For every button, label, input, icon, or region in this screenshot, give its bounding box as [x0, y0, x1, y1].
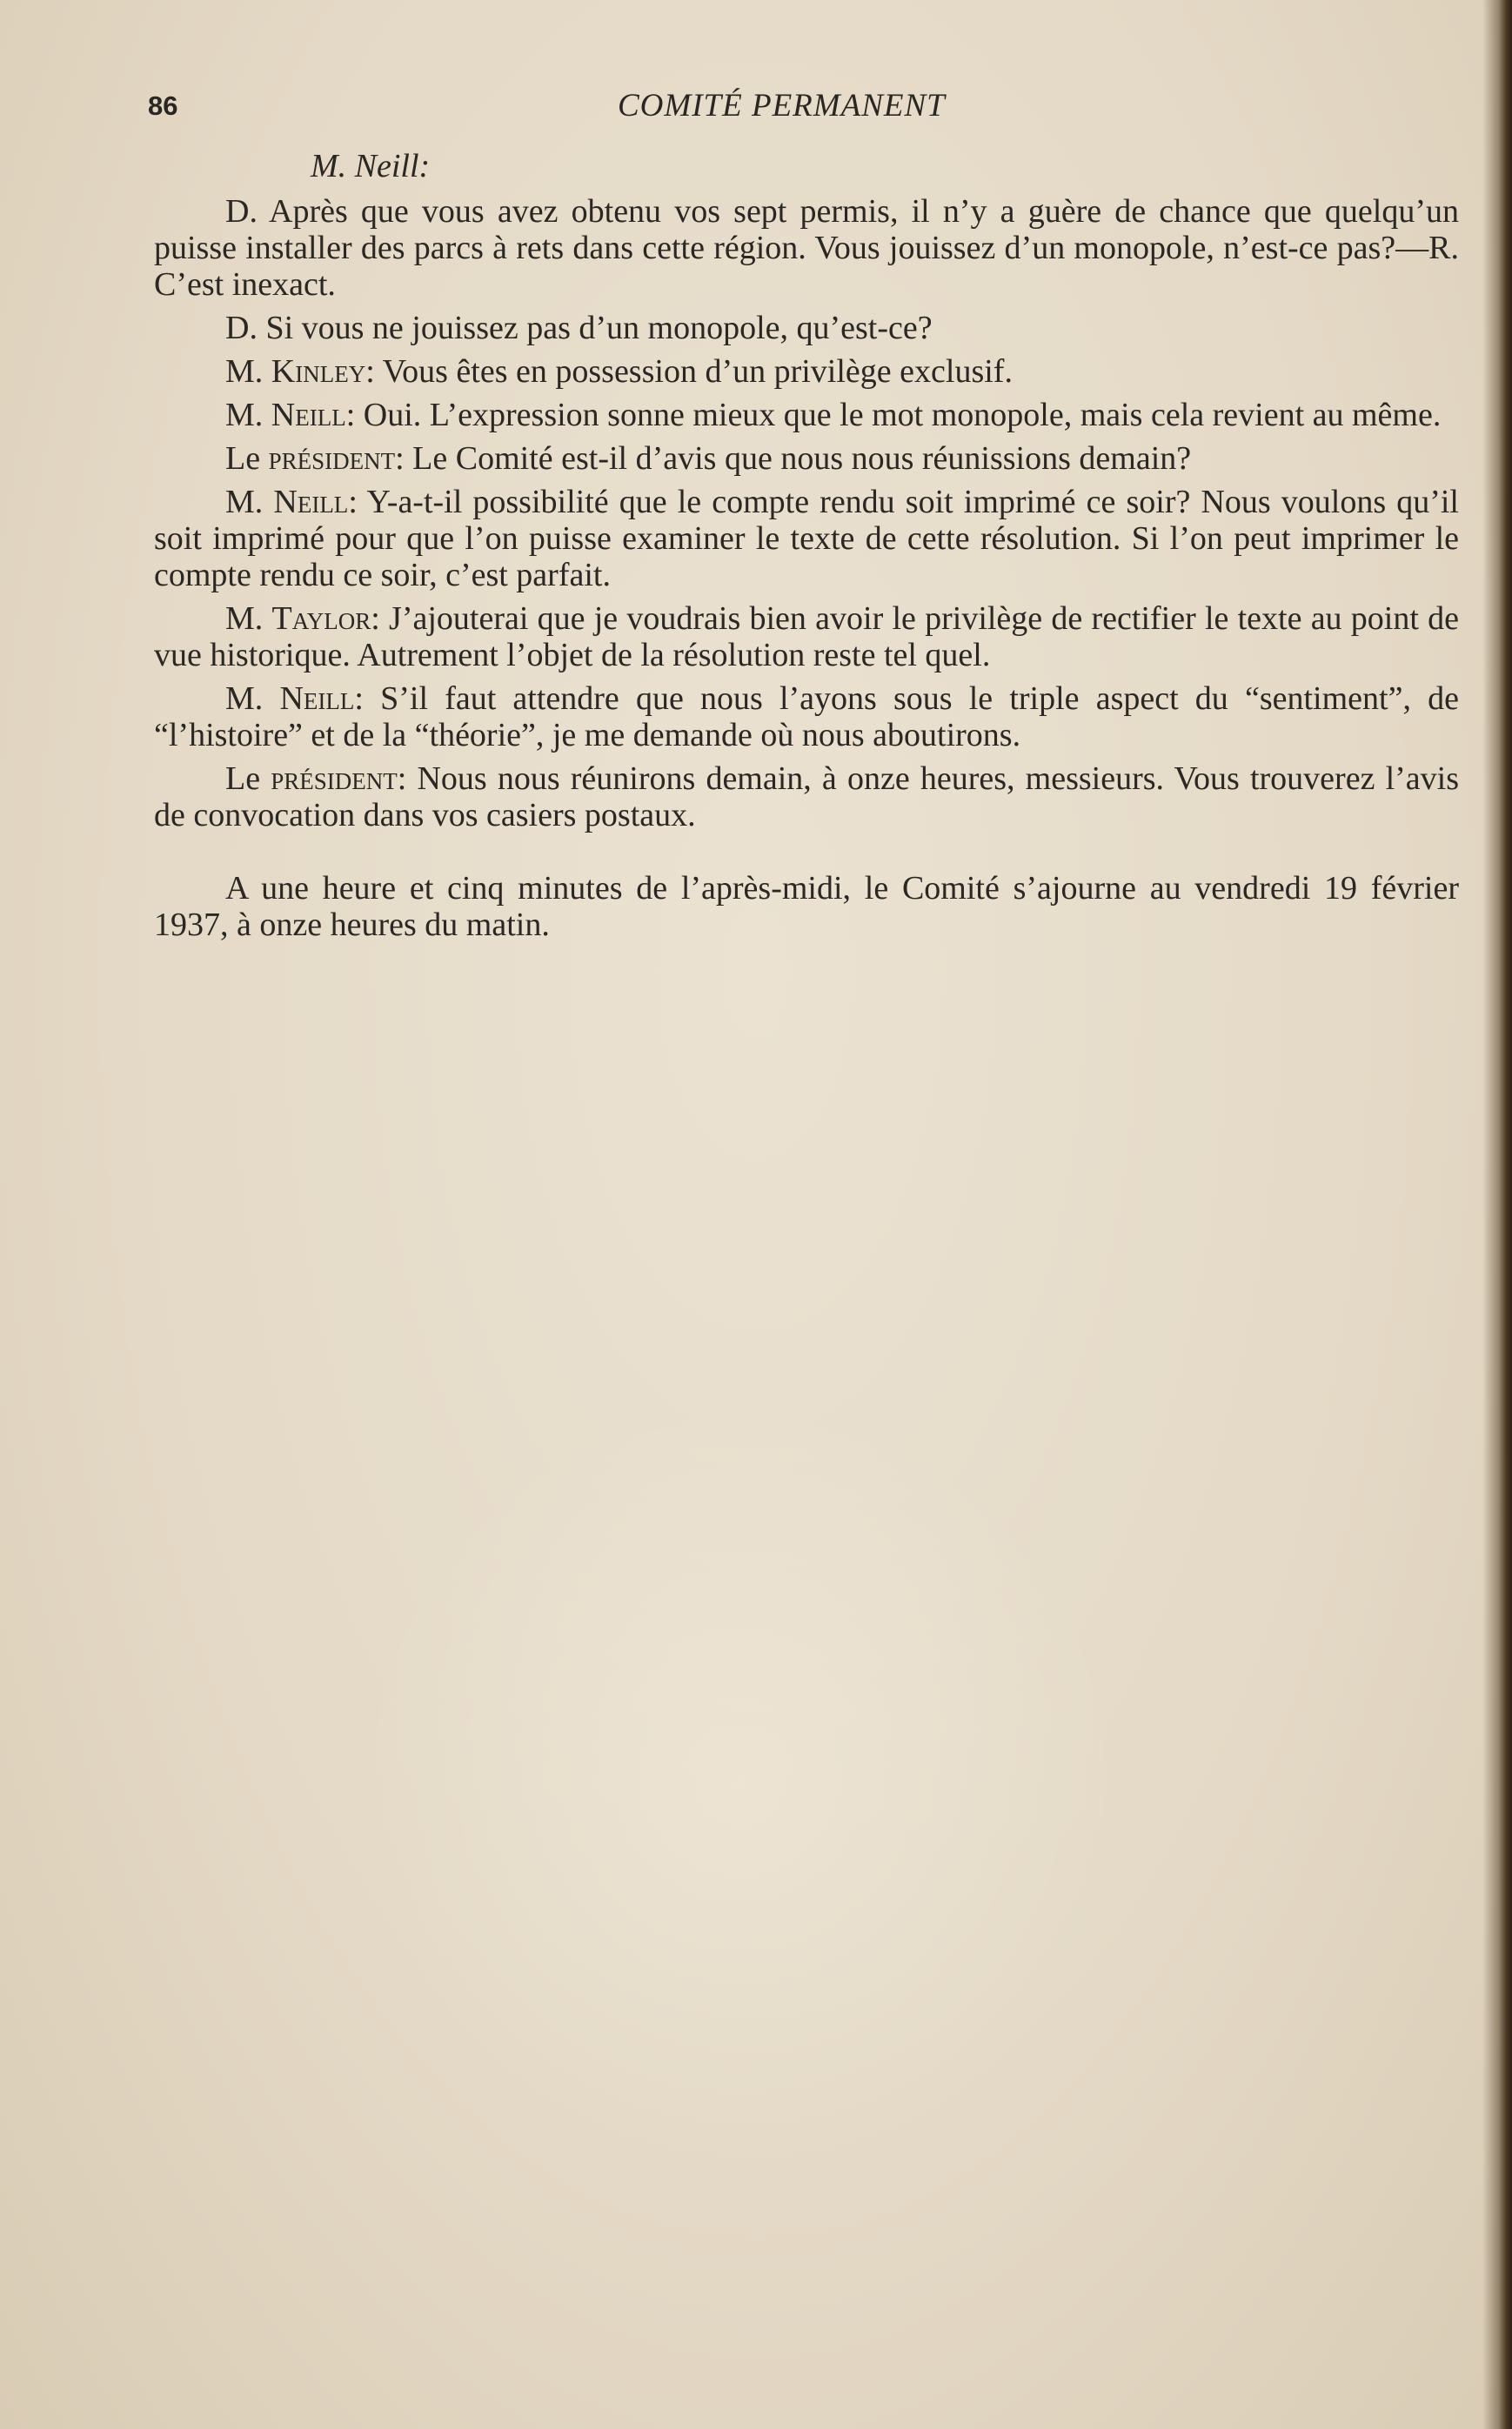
speaker-name: président	[268, 440, 396, 477]
paragraph-text: : Oui. L’expression sonne mieux que le mot monopole, mais cela revient au même.	[345, 397, 1442, 433]
paragraph-question	[154, 310, 1459, 346]
paragraph-text: : J’ajouterai que je voudrais bien avoir le privilège de rectifier le texte au point de vue historique. Autrement l’objet de la résolution reste tel quel.	[154, 600, 1459, 673]
book-binding-edge	[1482, 0, 1512, 2429]
running-header	[148, 87, 1462, 129]
transcript-body	[154, 148, 1459, 950]
speaker-name: Neill	[279, 680, 355, 717]
speaker-prefix: Le	[225, 760, 271, 797]
speaker-prefix: M.	[225, 353, 271, 390]
speaker-prefix: Le	[225, 440, 269, 477]
paragraph-text: : Y-a-t-il possibilité que le compte rendu soit imprimé ce soir? Nous voulons qu’il soit imprimé pour que l’on puisse examiner le texte de cette résolution. Si l’on peut imprimer le compte rendu ce soir, c’est parfait.	[154, 484, 1459, 593]
paragraph-question	[154, 193, 1459, 303]
page-title: COMITÉ PERMANENT	[618, 88, 946, 124]
speaker-name: président	[271, 760, 398, 797]
paragraph-statement	[154, 397, 1459, 433]
paragraph-statement	[154, 484, 1459, 593]
paragraph-statement	[154, 680, 1459, 753]
paragraph-statement	[154, 600, 1459, 673]
paragraph-text: : S’il faut attendre que nous l’ayons sous le triple aspect du “sentiment”, de “l’histoire” et de la “théorie”, je me demande où nous aboutirons.	[154, 680, 1459, 753]
paragraph-statement	[154, 353, 1459, 390]
speaker-heading: M. Neill:	[311, 148, 431, 184]
paragraph-statement	[154, 760, 1459, 833]
speaker-name: Neill	[271, 397, 346, 433]
speaker-prefix: M.	[225, 484, 274, 520]
speaker-name: Neill	[273, 484, 349, 520]
paragraph-text: D. Après que vous avez obtenu vos sept permis, il n’y a guère de chance que quelqu’un puisse installer des parcs à rets dans cette région. Vous jouissez d’un monopole, n’est-ce pas?—R. C’est inexact.	[154, 193, 1459, 303]
speaker-name: Kinley	[271, 353, 366, 390]
paragraph-text: D. Si vous ne jouissez pas d’un monopole, qu’est-ce?	[225, 310, 933, 346]
paragraph-text: : Le Comité est-il d’avis que nous nous réunissions demain?	[395, 440, 1192, 477]
speaker-name: Taylor	[271, 600, 371, 637]
speaker-prefix: M.	[225, 600, 272, 637]
speaker-prefix: M.	[225, 397, 271, 433]
paragraph-text: : Nous nous réunirons demain, à onze heures, messieurs. Vous trouverez l’avis de convocation dans vos casiers postaux.	[154, 760, 1460, 833]
adjournment-note: A une heure et cinq minutes de l’après-midi, le Comité s’ajourne au vendredi 19 février 1937, à onze heures du matin.	[154, 870, 1459, 943]
paper-discoloration	[348, 1392, 1131, 2175]
paragraph-text: : Vous êtes en possession d’un privilège exclusif.	[365, 353, 1013, 390]
speaker-prefix: M.	[225, 680, 280, 717]
paragraph-statement	[154, 440, 1459, 477]
page-number: 86	[148, 90, 178, 121]
